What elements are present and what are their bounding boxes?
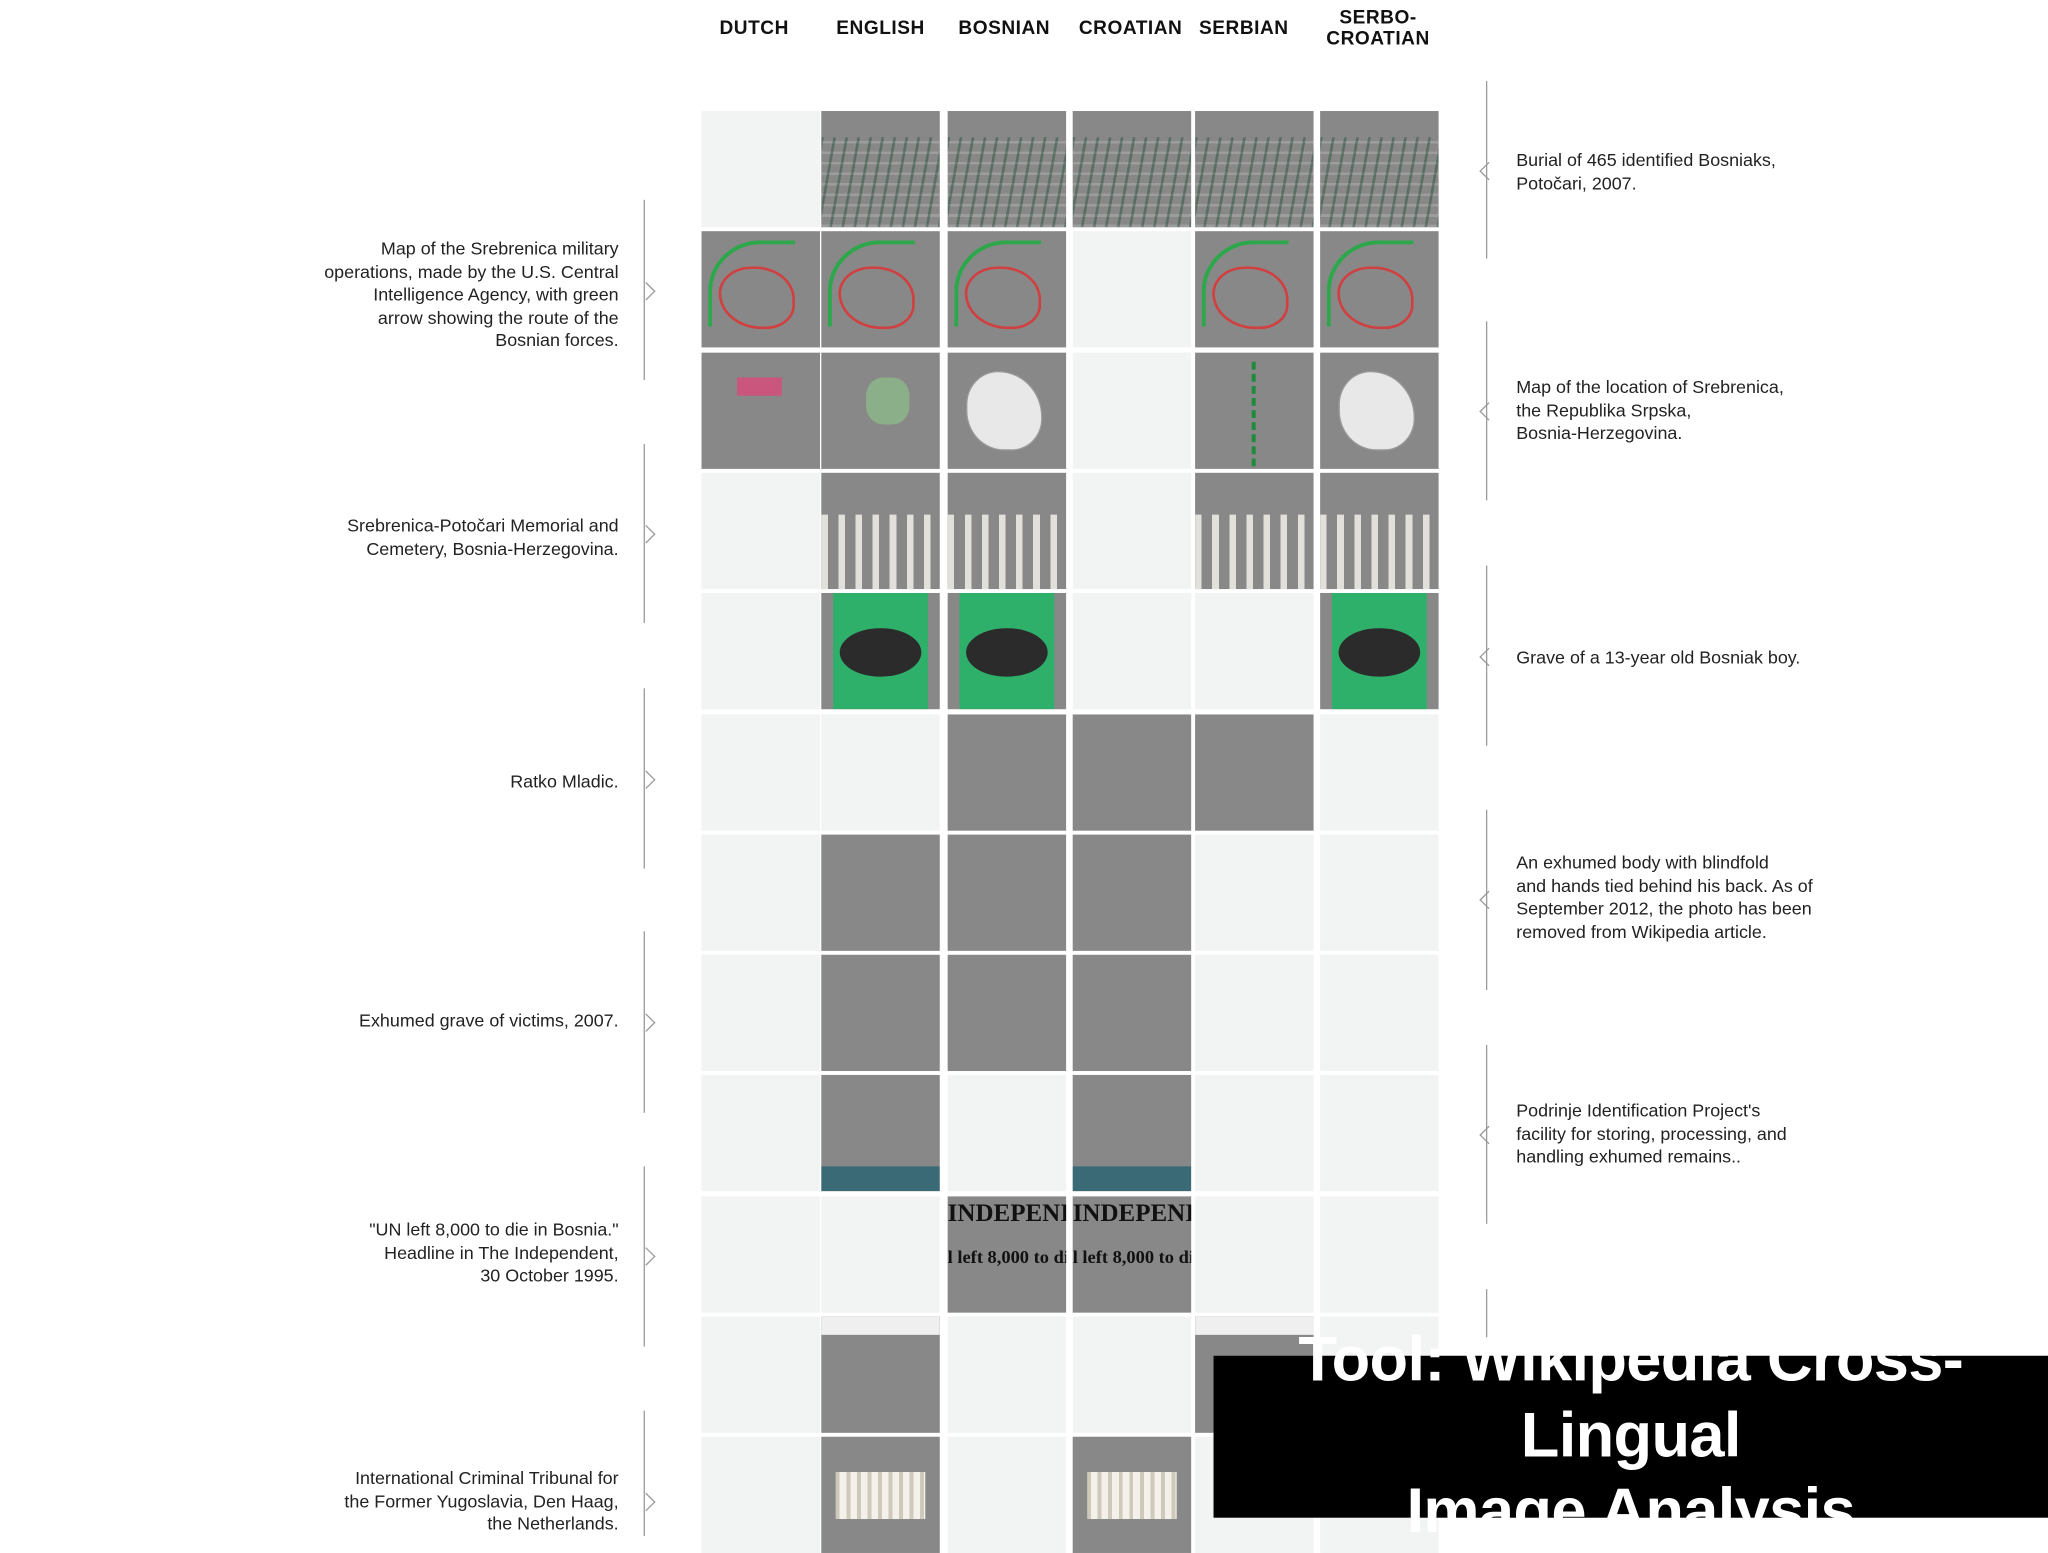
- empty-cell-bosnian: [948, 1075, 1066, 1191]
- empty-cell-dutch: [702, 593, 820, 709]
- thumbnail-opmap-bosnian: [948, 232, 1066, 348]
- chevron-right-icon: [637, 771, 656, 789]
- chevron-right-icon: [637, 1247, 656, 1265]
- thumbnail-body-bosnian: [948, 834, 1066, 950]
- chevron-left-icon: [1479, 891, 1498, 909]
- thumbnail-exgrave-bosnian: [948, 955, 1066, 1071]
- thumbnail-body-croatian: [1073, 834, 1191, 950]
- empty-cell-serbian: [1195, 1196, 1313, 1312]
- thumbnail-memorial-bosnian: [948, 473, 1066, 589]
- thumbnail-coffins-english: [821, 111, 939, 227]
- column-header-bosnian: BOSNIAN: [958, 18, 1051, 40]
- thumbnail-opmap-english: [821, 232, 939, 348]
- thumbnail-outline-serbo-croatian: [1320, 352, 1438, 468]
- thumbnail-grave-english: [821, 593, 939, 709]
- left-caption-tribunal: International Criminal Tribunal for the Former Yugoslavia, Den Haag, the Netherlands.: [344, 1468, 619, 1534]
- thumbnail-exgrave-croatian: [1073, 955, 1191, 1071]
- thumbnail-opmap-serbo-croatian: [1320, 232, 1438, 348]
- chevron-left-icon: [1479, 162, 1498, 180]
- right-caption-facility: Podrinje Identification Project's facility for storing, processing, and handling exhumed remains..: [1516, 1101, 1787, 1167]
- thumbnail-coffins-serbo-croatian: [1320, 111, 1438, 227]
- empty-cell-bosnian: [948, 1317, 1066, 1433]
- title-line-1: Tool: Wikipedia Cross-Lingual: [1298, 1325, 1964, 1471]
- empty-cell-croatian: [1073, 473, 1191, 589]
- empty-cell-serbian: [1195, 955, 1313, 1071]
- column-header-croatian: CROATIAN: [1078, 18, 1183, 40]
- empty-cell-english: [821, 1196, 939, 1312]
- column-header-english: ENGLISH: [836, 18, 925, 40]
- empty-cell-dutch: [702, 834, 820, 950]
- left-caption-memorial: Srebrenica-Potočari Memorial and Cemetery, Bosnia-Herzegovina.: [347, 515, 619, 559]
- empty-cell-serbian: [1195, 834, 1313, 950]
- empty-cell-serbian: [1195, 1075, 1313, 1191]
- empty-cell-croatian: [1073, 232, 1191, 348]
- thumbnail-news-croatian: [1073, 1196, 1191, 1312]
- left-caption-headline: "UN left 8,000 to die in Bosnia." Headline in The Independent, 30 October 1995.: [369, 1219, 619, 1286]
- chevron-left-icon: [1479, 1126, 1498, 1144]
- right-caption-location-map: Map of the location of Srebrenica, the Republika Srpska, Bosnia-Herzegovina.: [1516, 377, 1784, 444]
- thumbnail-srpska-serbian: [1195, 352, 1313, 468]
- empty-cell-dutch: [702, 1075, 820, 1191]
- right-caption-exhumed-body: An exhumed body with blindfold and hands tied behind his back. As of September 2012, the photo has been removed from Wikipedia article.: [1516, 852, 1813, 942]
- column-header-dutch: DUTCH: [719, 18, 789, 40]
- title-line-2: Image Analysis: [1406, 1477, 1855, 1547]
- thumbnail-map-eng-english: [821, 352, 939, 468]
- empty-cell-serbo-croatian: [1320, 1075, 1438, 1191]
- thumbnail-body-english: [821, 834, 939, 950]
- empty-cell-dutch: [702, 955, 820, 1071]
- thumbnail-coffins-croatian: [1073, 111, 1191, 227]
- thumbnail-coffins-bosnian: [948, 111, 1066, 227]
- empty-cell-serbo-croatian: [1320, 1196, 1438, 1312]
- thumbnail-mladic-bosnian: [948, 714, 1066, 830]
- chevron-left-icon: [1479, 648, 1498, 666]
- right-caption-grave-boy: Grave of a 13-year old Bosniak boy.: [1516, 647, 1801, 668]
- bracket-line: [644, 1411, 645, 1536]
- empty-cell-dutch: [702, 473, 820, 589]
- empty-cell-serbian: [1195, 593, 1313, 709]
- empty-cell-serbo-croatian: [1320, 955, 1438, 1071]
- thumbnail-map-dutch-dutch: [702, 352, 820, 468]
- thumbnail-memorial-serbian: [1195, 473, 1313, 589]
- empty-cell-croatian: [1073, 593, 1191, 709]
- empty-cell-croatian: [1073, 352, 1191, 468]
- empty-cell-english: [821, 714, 939, 830]
- thumbnail-memorial-english: [821, 473, 939, 589]
- thumbnail-news-bosnian: [948, 1196, 1066, 1312]
- right-caption-burial: Burial of 465 identified Bosniaks, Potočari, 2007.: [1516, 150, 1776, 193]
- empty-cell-serbo-croatian: [1320, 834, 1438, 950]
- empty-cell-dutch: [702, 714, 820, 830]
- left-caption-cia-map: Map of the Srebrenica military operations, made by the U.S. Central Intelligence Agency, with green arrow showing the route of the Bosnian forces.: [324, 239, 619, 351]
- thumbnail-mladic-serbian: [1195, 714, 1313, 830]
- empty-cell-dutch: [702, 1317, 820, 1433]
- empty-cell-dutch: [702, 1196, 820, 1312]
- thumbnail-grave-serbo-croatian: [1320, 593, 1438, 709]
- thumbnail-memorial-serbo-croatian: [1320, 473, 1438, 589]
- thumbnail-facility-english: [821, 1075, 939, 1191]
- left-caption-exhumed-grave: Exhumed grave of victims, 2007.: [359, 1010, 619, 1031]
- thumbnail-aerial-english: [821, 1317, 939, 1433]
- chevron-right-icon: [637, 1013, 656, 1031]
- title-banner: [1214, 1325, 2048, 1547]
- column-header-serbo-croatian: SERBO- CROATIAN: [1326, 7, 1430, 50]
- column-header-serbian: SERBIAN: [1199, 18, 1289, 40]
- chevron-right-icon: [637, 282, 656, 300]
- thumbnail-mladic-croatian: [1073, 714, 1191, 830]
- empty-cell-serbo-croatian: [1320, 714, 1438, 830]
- thumbnail-coffins-serbian: [1195, 111, 1313, 227]
- empty-cell-dutch: [702, 111, 820, 227]
- thumbnail-exgrave-english: [821, 955, 939, 1071]
- chevron-left-icon: [1479, 402, 1498, 420]
- chevron-right-icon: [637, 525, 656, 543]
- empty-cell-croatian: [1073, 1317, 1191, 1433]
- left-caption-mladic: Ratko Mladic.: [510, 771, 619, 792]
- thumbnail-opmap-serbian: [1195, 232, 1313, 348]
- thumbnail-outline-bosnian: [948, 352, 1066, 468]
- chevron-right-icon: [637, 1493, 656, 1511]
- thumbnail-facility-croatian: [1073, 1075, 1191, 1191]
- thumbnail-grave-bosnian: [948, 593, 1066, 709]
- thumbnail-opmap-dutch: [702, 232, 820, 348]
